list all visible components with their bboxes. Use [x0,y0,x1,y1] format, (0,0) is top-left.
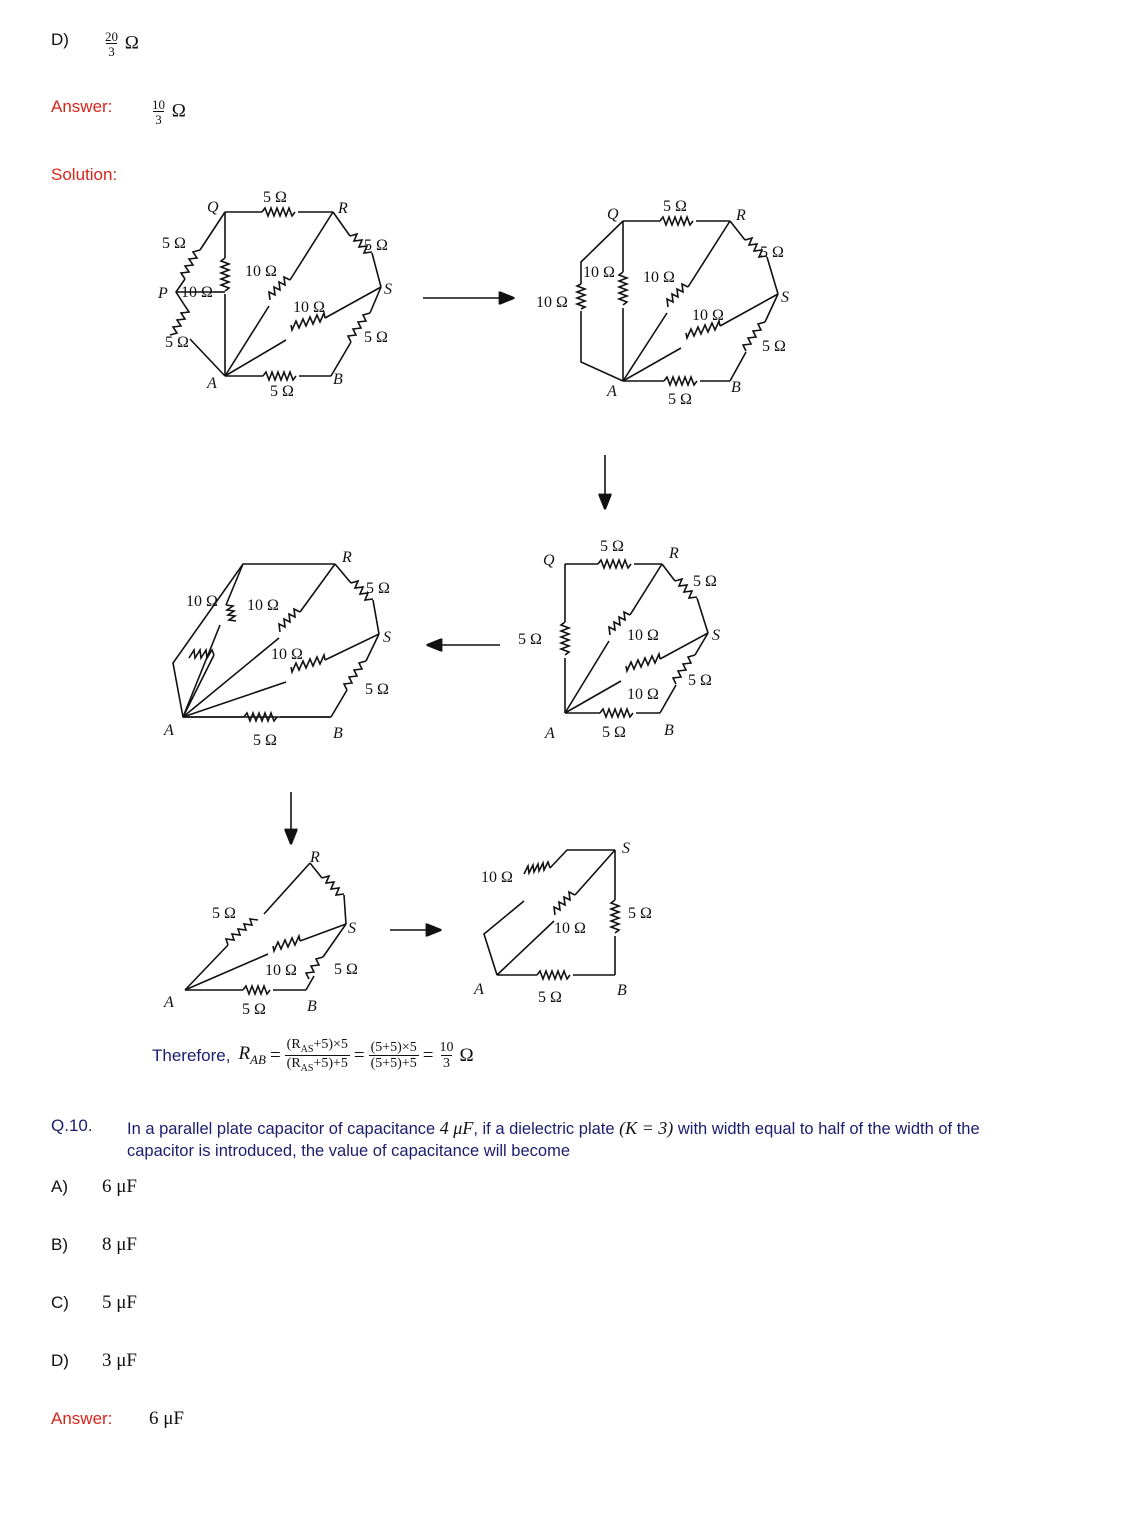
svg-text:5 Ω: 5 Ω [365,681,389,698]
circuit-fig-3 [518,538,720,742]
answer-label: Answer: [51,97,113,116]
svg-text:5 Ω: 5 Ω [762,338,786,355]
svg-text:R: R [310,849,320,866]
svg-text:5 Ω: 5 Ω [518,631,542,648]
svg-text:P: P [158,285,168,302]
svg-text:B: B [333,371,343,388]
svg-text:10 Ω: 10 Ω [583,264,615,281]
svg-text:B: B [664,722,674,739]
svg-text:S: S [384,281,392,298]
svg-text:5 Ω: 5 Ω [253,732,277,749]
option-a-value[interactable]: 6 μF [102,1176,138,1197]
svg-text:A: A [207,375,217,392]
svg-text:R: R [736,207,746,224]
svg-text:Q: Q [607,206,619,223]
svg-text:10 Ω: 10 Ω [643,269,675,286]
svg-text:5 Ω: 5 Ω [602,724,626,741]
option-d2-value[interactable]: 3 μF [102,1350,138,1371]
svg-text:5 Ω: 5 Ω [263,189,287,206]
svg-text:10 Ω: 10 Ω [627,686,659,703]
circuit-fig-1 [157,189,392,400]
svg-text:10 Ω: 10 Ω [245,263,277,280]
svg-text:10 Ω: 10 Ω [271,646,303,663]
svg-text:S: S [781,289,789,306]
svg-text:5 Ω: 5 Ω [270,383,294,400]
svg-text:5 Ω: 5 Ω [165,334,189,351]
option-a-letter: A) [51,1177,68,1196]
svg-text:5 Ω: 5 Ω [760,244,784,261]
svg-text:Q: Q [543,552,555,569]
q10-answer-label: Answer: [51,1409,113,1428]
option-c-letter: C) [51,1293,69,1312]
question-text: In a parallel plate capacitor of capacitance 4 μF, if a dielectric plate (K = 3) with width equal to half of the width of the capacitor is introduced, the value of capacitance will become [127,1118,980,1160]
svg-text:S: S [622,840,630,857]
q10-answer-value: 6 μF [149,1408,185,1429]
svg-text:10 Ω: 10 Ω [293,299,325,316]
svg-text:R: R [342,549,352,566]
svg-text:5 Ω: 5 Ω [538,989,562,1006]
option-c-value[interactable]: 5 μF [102,1292,138,1313]
svg-text:5 Ω: 5 Ω [212,905,236,922]
svg-text:S: S [348,920,356,937]
solution-label: Solution: [51,165,118,184]
svg-text:5 Ω: 5 Ω [162,235,186,252]
svg-text:10 Ω: 10 Ω [627,627,659,644]
svg-text:10 Ω: 10 Ω [481,869,513,886]
svg-text:5 Ω: 5 Ω [600,538,624,555]
option-d-letter: D) [51,30,69,49]
svg-text:B: B [731,379,741,396]
svg-text:10 Ω: 10 Ω [692,307,724,324]
option-d-value: $\frac{20}{3}$ Ω [105,29,139,59]
svg-text:B: B [333,725,343,742]
svg-text:R: R [338,200,348,217]
svg-text:5 Ω: 5 Ω [668,391,692,408]
svg-text:A: A [164,722,174,739]
svg-text:10 Ω: 10 Ω [265,962,297,979]
svg-text:5 Ω: 5 Ω [688,672,712,689]
svg-text:10 Ω: 10 Ω [181,284,213,301]
svg-text:A: A [607,383,617,400]
svg-text:5 Ω: 5 Ω [364,237,388,254]
option-b-value[interactable]: 8 μF [102,1234,138,1255]
svg-text:5 Ω: 5 Ω [663,198,687,215]
question-number: Q.10. [51,1116,93,1135]
circuit-fig-2 [536,198,789,408]
svg-text:A: A [164,994,174,1011]
svg-text:A: A [474,981,484,998]
svg-text:5 Ω: 5 Ω [366,580,390,597]
therefore-equation: Therefore, $R_{AB}$ = $\frac{(R_{AS}+5)\times 5}{(R_{AS}+5)+5}$ = $\frac{(5+5)\times 5}{(5+5)+5}$ = $\frac{10}{3}$ Ω [152,1037,474,1074]
svg-text:5 Ω: 5 Ω [628,905,652,922]
circuit-fig-6 [473,840,652,1006]
svg-text:B: B [307,998,317,1015]
svg-text:5 Ω: 5 Ω [364,329,388,346]
svg-text:10 Ω: 10 Ω [247,597,279,614]
svg-text:S: S [712,627,720,644]
svg-text:10 Ω: 10 Ω [554,920,586,937]
option-b-letter: B) [51,1235,68,1254]
svg-text:Q: Q [207,199,219,216]
answer-value: $\frac{10}{3}$ Ω [152,97,186,127]
svg-text:10 Ω: 10 Ω [186,593,218,610]
svg-text:5 Ω: 5 Ω [242,1001,266,1018]
svg-text:5 Ω: 5 Ω [693,573,717,590]
svg-text:B: B [617,982,627,999]
svg-text:10 Ω: 10 Ω [536,294,568,311]
svg-text:5 Ω: 5 Ω [334,961,358,978]
option-d2-letter: D) [51,1351,69,1370]
svg-text:S: S [383,629,391,646]
svg-text:R: R [669,545,679,562]
circuit-fig-5 [163,849,358,1018]
circuit-fig-4 [163,549,391,749]
svg-text:A: A [545,725,555,742]
